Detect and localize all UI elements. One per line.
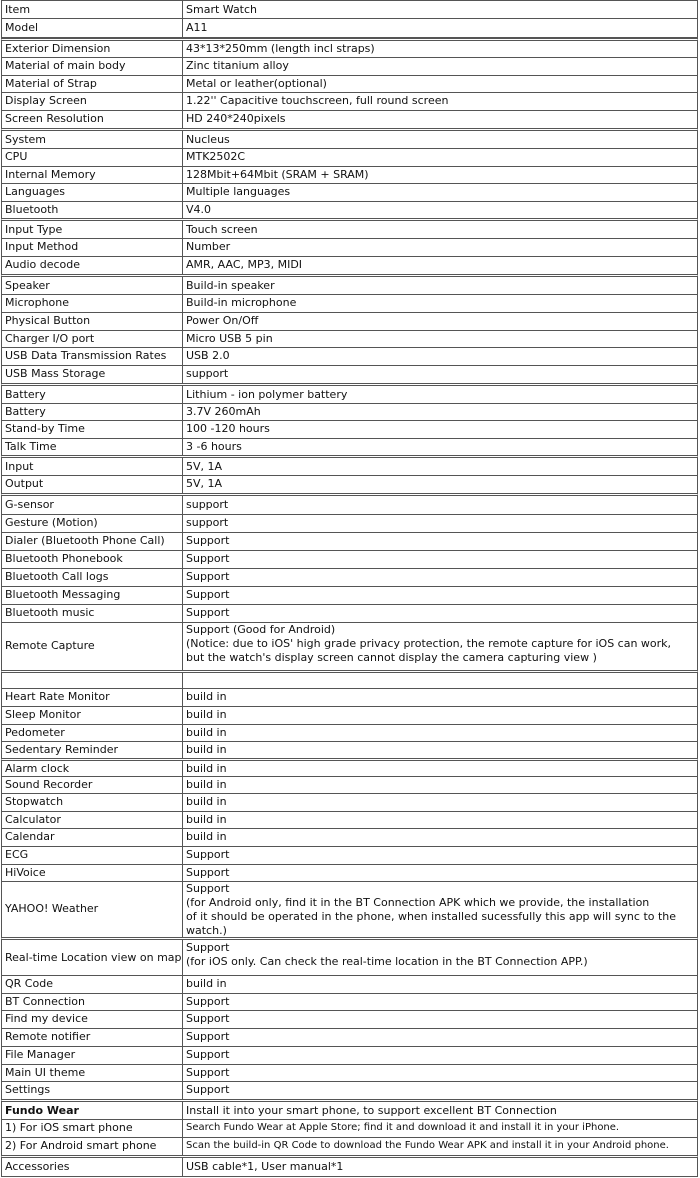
row-value: [183, 183, 697, 201]
row-value: [183, 166, 697, 183]
value-line: (for iOS only. Can check the real-time location in the BT Connection APP.): [186, 955, 588, 968]
value-line: Support: [186, 994, 230, 1008]
table-row-bluetooth-messaging: [1, 586, 698, 605]
table-row-internal-memory: [1, 166, 698, 184]
value-line: Scan the build-in QR Code to download the Fundo Wear APK and install it in your Android phone.: [186, 1140, 669, 1151]
row-label: Material of main body: [2, 57, 183, 75]
row-value: [183, 148, 697, 166]
row-label: Main UI theme: [2, 1064, 183, 1081]
row-label: Input Method: [2, 238, 183, 256]
row-label: Exterior Dimension: [2, 41, 183, 57]
row-value: [183, 550, 697, 568]
row-label: Calendar: [2, 828, 183, 846]
row-label: Internal Memory: [2, 166, 183, 183]
value-line: watch.): [186, 924, 227, 937]
row-label: Screen Resolution: [2, 110, 183, 128]
table-row-usb-mass-storage: [1, 365, 698, 384]
row-value: [183, 514, 697, 532]
value-line: V4.0: [186, 202, 212, 216]
value-line: 100 -120 hours: [186, 422, 270, 435]
value-line: Metal or leather(optional): [186, 76, 327, 90]
table-row-real-time-location-view-on-map: [1, 937, 698, 976]
table-row-bluetooth: [1, 201, 698, 219]
table-row-material-of-strap: [1, 75, 698, 93]
value-line: Support: [186, 552, 230, 565]
value-line: build in: [186, 977, 227, 990]
table-row-audio-decode: [1, 256, 698, 275]
table-row-accessories: [1, 1155, 698, 1177]
table-row-stand-by-time: [1, 420, 698, 439]
row-value: [183, 1046, 697, 1064]
row-label: Languages: [2, 183, 183, 201]
table-row-find-my-device: [1, 1010, 698, 1029]
table-row-input-type: [1, 218, 698, 239]
value-line: AMR, AAC, MP3, MIDI: [186, 258, 303, 271]
row-label: Find my device: [2, 1010, 183, 1028]
row-value: [183, 622, 697, 670]
value-line: A11: [186, 20, 208, 34]
row-value: [183, 532, 697, 550]
row-value: [183, 1119, 697, 1137]
value-line: Support: [186, 1012, 230, 1025]
row-value: [183, 403, 697, 420]
row-value: [183, 1102, 697, 1119]
table-row-input-method: [1, 238, 698, 257]
value-line: Multiple languages: [186, 185, 291, 198]
row-value: [183, 761, 697, 776]
row-label: Bluetooth Phonebook: [2, 550, 183, 568]
row-value: [183, 438, 697, 455]
table-row-output: [1, 475, 698, 494]
row-label: Input: [2, 458, 183, 475]
row-label: Remote notifier: [2, 1028, 183, 1046]
table-row-alarm-clock: [1, 758, 698, 777]
table-row-input: [1, 455, 698, 476]
value-line: build in: [186, 795, 227, 808]
row-value: [183, 131, 697, 148]
value-line: Support: [186, 534, 230, 547]
row-label: Talk Time: [2, 438, 183, 455]
row-label: Pedometer: [2, 724, 183, 741]
value-line: 3.7V 260mAh: [186, 404, 261, 418]
value-line: Build-in speaker: [186, 278, 275, 292]
table-row-material-of-main-body: [1, 57, 698, 76]
row-label: Bluetooth music: [2, 604, 183, 622]
value-line: support: [186, 367, 229, 380]
value-line: Search Fundo Wear at Apple Store; find it and download it and install it in your iPhone.: [186, 1122, 620, 1133]
value-line: build in: [186, 708, 227, 721]
value-line: Support: [186, 1030, 230, 1043]
value-line: Support: [186, 848, 230, 861]
value-line: Support: [186, 865, 230, 879]
row-label: Fundo Wear: [2, 1102, 183, 1119]
value-line: build in: [186, 761, 227, 775]
table-row-pedometer: [1, 724, 698, 742]
row-value: [183, 312, 697, 330]
table-row-calculator: [1, 811, 698, 829]
table-row-remote-notifier: [1, 1028, 698, 1047]
row-value: [183, 18, 697, 37]
value-line: Power On/Off: [186, 314, 259, 327]
table-row-2-for-android-smart-phone: [1, 1137, 698, 1156]
value-line: Support: [186, 941, 230, 954]
row-label: File Manager: [2, 1046, 183, 1064]
table-row-gesture-motion: [1, 514, 698, 533]
row-label: Alarm clock: [2, 761, 183, 776]
row-label: Battery: [2, 403, 183, 420]
value-line: 1.22'' Capacitive touchscreen, full round screen: [186, 94, 449, 107]
row-label: Sedentary Reminder: [2, 741, 183, 758]
value-line: 5V, 1A: [186, 459, 223, 473]
row-value: [183, 741, 697, 758]
row-value: [183, 238, 697, 256]
table-row-dialer-bluetooth-phone-call: [1, 532, 698, 551]
value-line: build in: [186, 742, 227, 756]
table-row-speaker: [1, 274, 698, 295]
row-label: Output: [2, 475, 183, 493]
table-row-talk-time: [1, 438, 698, 456]
table-row-fundo-wear: [1, 1099, 698, 1120]
row-value: [183, 475, 697, 493]
row-value: [183, 811, 697, 828]
row-label: G-sensor: [2, 496, 183, 514]
row-label: Battery: [2, 386, 183, 403]
row-value: [183, 1064, 697, 1081]
table-row-exterior-dimension: [1, 38, 698, 58]
row-value: [183, 993, 697, 1010]
row-value: [183, 828, 697, 846]
row-value: [183, 75, 697, 92]
row-label: Item: [2, 1, 183, 18]
row-label: Calculator: [2, 811, 183, 828]
row-value: [183, 57, 697, 75]
table-row-yahoo-weather: [1, 881, 698, 938]
value-line: but the watch's display screen cannot display the camera capturing view ): [186, 651, 597, 664]
row-label: Charger I/O port: [2, 330, 183, 347]
row-label: Bluetooth: [2, 201, 183, 218]
row-value: [183, 846, 697, 864]
row-value: [183, 604, 697, 622]
row-label: Real-time Location view on map: [2, 940, 183, 975]
row-label: USB Data Transmission Rates: [2, 347, 183, 365]
row-label: Settings: [2, 1081, 183, 1099]
row-label: Speaker: [2, 277, 183, 294]
table-row-hivoice: [1, 864, 698, 882]
table-row-bluetooth-phonebook: [1, 550, 698, 569]
row-value: [183, 1158, 697, 1176]
table-row-languages: [1, 183, 698, 202]
table-row-item: [1, 0, 698, 19]
row-label: 1) For iOS smart phone: [2, 1119, 183, 1137]
row-value: [183, 706, 697, 724]
row-label: CPU: [2, 148, 183, 166]
row-label: 2) For Android smart phone: [2, 1137, 183, 1155]
row-value: [183, 458, 697, 475]
row-value: [183, 724, 697, 741]
row-label: Bluetooth Call logs: [2, 568, 183, 586]
row-label: Material of Strap: [2, 75, 183, 92]
row-value: [183, 221, 697, 238]
row-label: Audio decode: [2, 256, 183, 274]
value-line: HD 240*240pixels: [186, 112, 286, 125]
row-label: Stopwatch: [2, 793, 183, 811]
value-line: 5V, 1A: [186, 477, 223, 490]
row-label: HiVoice: [2, 864, 183, 881]
value-line: of it should be operated in the phone, when installed sucessfully this app will sync to the: [186, 910, 677, 923]
table-row-cpu: [1, 148, 698, 167]
value-line: support: [186, 498, 229, 511]
row-label: Input Type: [2, 221, 183, 238]
value-line: Build-in microphone: [186, 296, 297, 309]
value-line: Zinc titanium alloy: [186, 59, 289, 72]
row-label: Bluetooth Messaging: [2, 586, 183, 604]
table-row-settings: [1, 1081, 698, 1100]
value-line: build in: [186, 777, 227, 791]
value-line: Smart Watch: [186, 2, 258, 16]
table-row-main-ui-theme: [1, 1064, 698, 1082]
value-line: build in: [186, 812, 227, 826]
table-row-screen-resolution: [1, 110, 698, 129]
row-label: Accessories: [2, 1158, 183, 1176]
value-line: (Notice: due to iOS' high grade privacy protection, the remote capture for iOS can work,: [186, 637, 672, 650]
row-label: BT Connection: [2, 993, 183, 1010]
table-row-g-sensor: [1, 493, 698, 515]
value-line: Support: [186, 588, 230, 601]
table-row-heart-rate-monitor: [1, 688, 698, 707]
value-line: USB 2.0: [186, 349, 230, 362]
table-row-battery: [1, 403, 698, 421]
row-label: Display Screen: [2, 92, 183, 110]
row-value: [183, 92, 697, 110]
row-label: Model: [2, 18, 183, 37]
table-row-calendar: [1, 828, 698, 847]
table-row-bluetooth-music: [1, 604, 698, 623]
row-label: System: [2, 131, 183, 148]
row-value: [183, 1028, 697, 1046]
table-row-1-for-ios-smart-phone: [1, 1119, 698, 1138]
value-line: support: [186, 516, 229, 529]
value-line: 3 -6 hours: [186, 439, 242, 453]
table-row-ecg: [1, 846, 698, 865]
value-line: Number: [186, 240, 231, 253]
table-row-physical-button: [1, 312, 698, 331]
value-line: build in: [186, 725, 227, 739]
row-value: [183, 793, 697, 811]
value-line: 43*13*250mm (length incl straps): [186, 42, 375, 55]
value-line: USB cable*1, User manual*1: [186, 1160, 344, 1173]
row-value: [183, 568, 697, 586]
row-label: Heart Rate Monitor: [2, 688, 183, 706]
row-value: [183, 1010, 697, 1028]
value-line: Support: [186, 606, 230, 619]
row-value: [183, 386, 697, 403]
table-row-stopwatch: [1, 793, 698, 812]
value-line: (for Android only, find it in the BT Connection APK which we provide, the installation: [186, 896, 650, 909]
value-line: Support: [186, 1065, 230, 1079]
row-value: [183, 975, 697, 993]
row-label: USB Mass Storage: [2, 365, 183, 383]
row-label: Remote Capture: [2, 622, 183, 670]
row-label: Stand-by Time: [2, 420, 183, 438]
row-label: QR Code: [2, 975, 183, 993]
row-value: [183, 688, 697, 706]
row-value: [183, 277, 697, 294]
value-line: 128Mbit+64Mbit (SRAM + SRAM): [186, 167, 369, 181]
table-row-bluetooth-call-logs: [1, 568, 698, 587]
row-label: Physical Button: [2, 312, 183, 330]
value-line: Support: [186, 882, 230, 895]
value-line: Support: [186, 1083, 230, 1096]
row-label: Dialer (Bluetooth Phone Call): [2, 532, 183, 550]
row-value: [183, 1137, 697, 1155]
value-line: build in: [186, 690, 227, 703]
table-row-sound-recorder: [1, 776, 698, 794]
row-value: [183, 586, 697, 604]
table-row-model: [1, 18, 698, 38]
table-row-sedentary-reminder: [1, 741, 698, 759]
value-line: MTK2502C: [186, 150, 246, 163]
row-value: [183, 864, 697, 881]
table-row-file-manager: [1, 1046, 698, 1065]
table-row-bt-connection: [1, 993, 698, 1011]
row-label: Sound Recorder: [2, 776, 183, 793]
row-label: Gesture (Motion): [2, 514, 183, 532]
row-value: [183, 496, 697, 514]
row-value: [183, 347, 697, 365]
table-row-remote-capture: [1, 622, 698, 671]
table-row-sleep-monitor: [1, 706, 698, 725]
value-line: Support: [186, 570, 230, 583]
table-row-qr-code: [1, 975, 698, 994]
row-value: [183, 365, 697, 383]
table-row-battery: [1, 383, 698, 404]
row-value: [183, 673, 697, 688]
table-row-display-screen: [1, 92, 698, 111]
row-value: [183, 330, 697, 347]
table-row-blank: [1, 670, 698, 689]
row-label: [2, 673, 183, 688]
value-line: Install it into your smart phone, to support excellent BT Connection: [186, 1103, 557, 1117]
row-label: Sleep Monitor: [2, 706, 183, 724]
row-label: YAHOO! Weather: [2, 881, 183, 937]
row-value: [183, 420, 697, 438]
table-row-microphone: [1, 294, 698, 313]
value-line: Lithium - ion polymer battery: [186, 387, 348, 401]
value-line: Touch screen: [186, 222, 258, 236]
value-line: Nucleus: [186, 132, 230, 146]
row-value: [183, 110, 697, 128]
row-value: [183, 776, 697, 793]
row-label: ECG: [2, 846, 183, 864]
row-value: [183, 201, 697, 218]
value-line: Micro USB 5 pin: [186, 331, 273, 345]
row-value: [183, 41, 697, 57]
value-line: Support: [186, 1048, 230, 1061]
value-line: Support (Good for Android): [186, 623, 336, 636]
table-row-usb-data-transmission-rates: [1, 347, 698, 366]
row-label: Microphone: [2, 294, 183, 312]
row-value: [183, 294, 697, 312]
table-row-charger-i-o-port: [1, 330, 698, 348]
value-line: build in: [186, 830, 227, 843]
row-value: [183, 881, 697, 937]
row-value: [183, 256, 697, 274]
row-value: [183, 1, 697, 18]
row-value: [183, 940, 697, 975]
table-row-system: [1, 128, 698, 149]
row-value: [183, 1081, 697, 1099]
